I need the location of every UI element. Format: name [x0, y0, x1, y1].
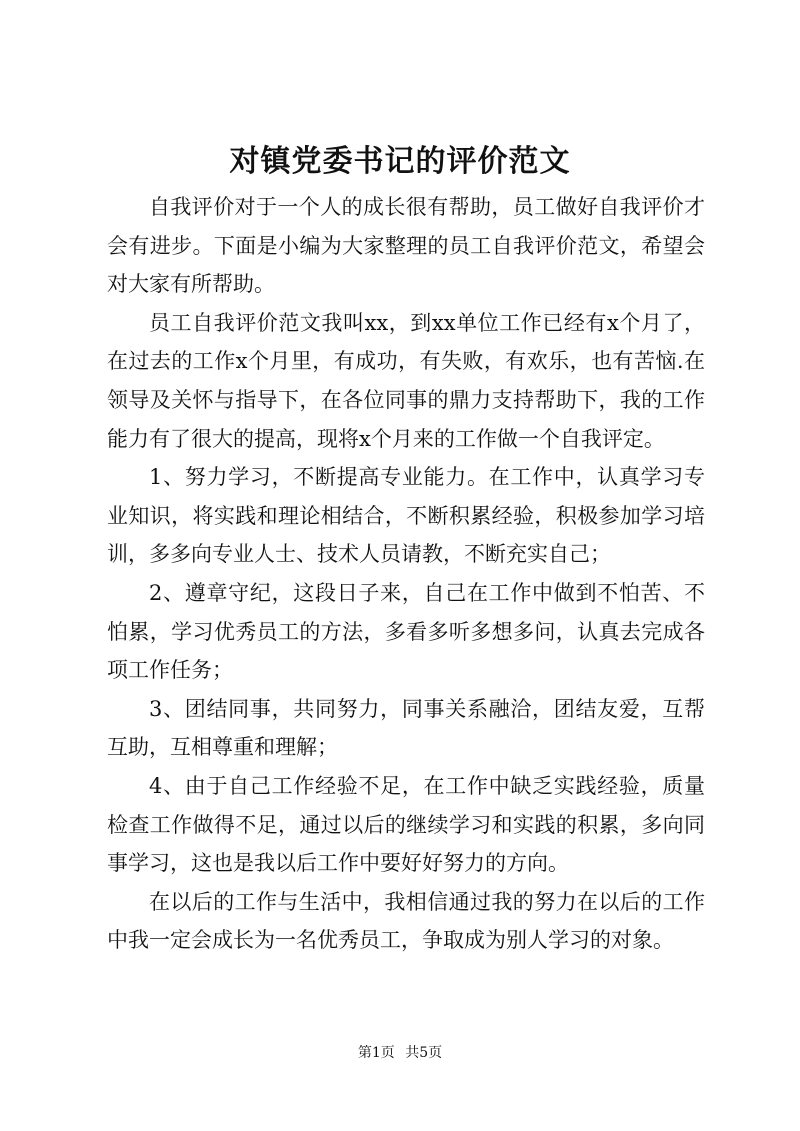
paragraph-item-1: 1、努力学习，不断提高专业能力。在工作中，认真学习专业知识，将实践和理论相结合，不断积累经验，积极参加学习培训，多多向专业人士、技术人员请教，不断充实自己；: [107, 465, 705, 567]
page-footer: [0, 1043, 800, 1063]
document-title: 对镇党委书记的评价范文: [229, 144, 571, 179]
page-number: 第1页: [357, 1045, 395, 1061]
page-total: 共5页: [405, 1045, 443, 1061]
document-body: [107, 188, 705, 960]
paragraph-item-2: 2、遵章守纪，这段日子来，自己在工作中做到不怕苦、不怕累，学习优秀员工的方法，多看多听多想多问，认真去完成各项工作任务；: [107, 580, 705, 683]
paragraph-item-4: 4、由于自己工作经验不足，在工作中缺乏实践经验，质量检查工作做得不足，通过以后的继续学习和实践的积累，多向同事学习，这也是我以后工作中要好好努力的方向。: [107, 773, 705, 876]
paragraph-item-3: 3、团结同事，共同努力，同事关系融洽，团结友爱，互帮互助，互相尊重和理解；: [107, 696, 705, 760]
paragraph-self-evaluation: 员工自我评价范文我叫xx，到xx单位工作已经有x个月了，在过去的工作x个月里，有成功，有失败，有欢乐，也有苦恼.在领导及关怀与指导下，在各位同事的鼎力支持帮助下，我的工作能力有了很大的提高，现将x个月来的工作做一个自我评定。: [107, 310, 705, 451]
paragraph-intro: 自我评价对于一个人的成长很有帮助，员工做好自我评价才会有进步。下面是小编为大家整理的员工自我评价范文，希望会对大家有所帮助。: [107, 195, 705, 297]
paragraph-conclusion: 在以后的工作与生活中，我相信通过我的努力在以后的工作中我一定会成长为一名优秀员工，争取成为别人学习的对象。: [107, 889, 705, 953]
